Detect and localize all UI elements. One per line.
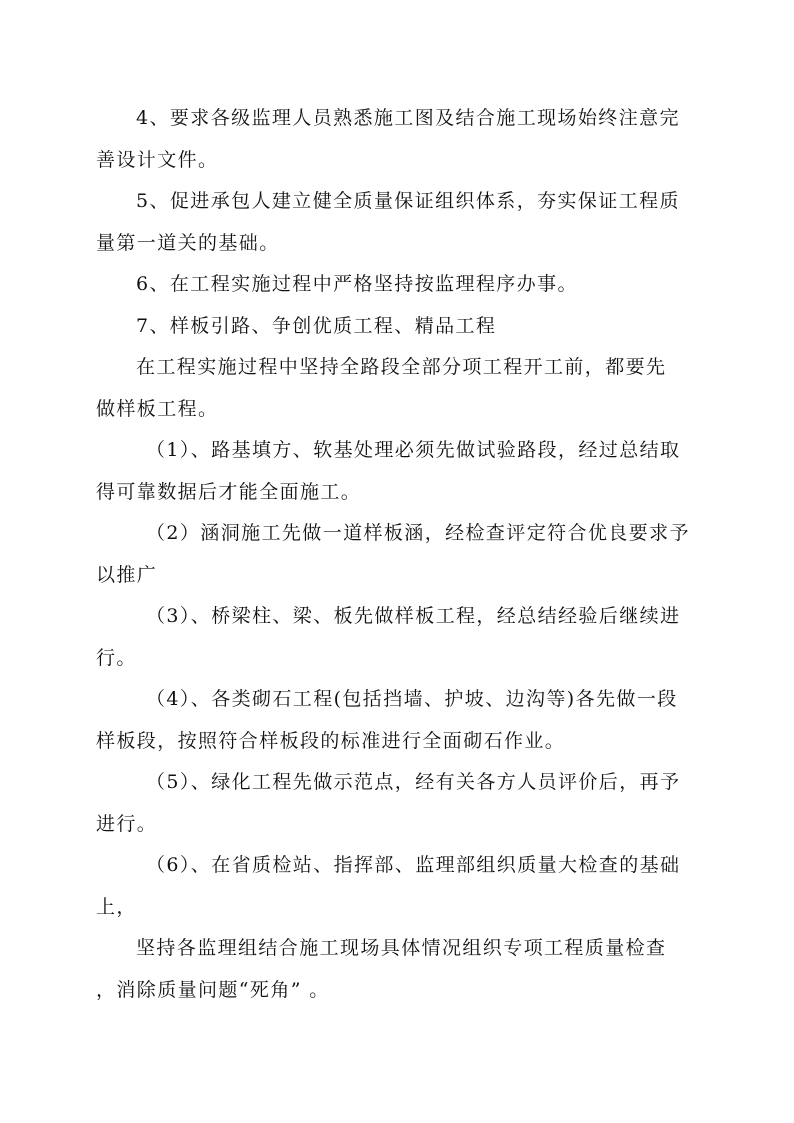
item-6-line-2: 上， bbox=[96, 896, 137, 918]
paragraph-4-line-1: 4、要求各级监理人员熟悉施工图及结合施工现场始终注意完 bbox=[136, 107, 680, 129]
paragraph-5-line-2: 量第一道关的基础。 bbox=[96, 232, 280, 254]
item-4-line-2: 样板段，按照符合样板段的标准进行全面砌石作业。 bbox=[96, 730, 566, 752]
item-5-line-2: 进行。 bbox=[96, 813, 158, 835]
item-5-line-1: （5）、绿化工程先做示范点，经有关各方人员评价后，再予 bbox=[146, 771, 681, 793]
item-2-line-2: 以推广 bbox=[96, 564, 158, 586]
paragraph-7-line-2: 做样板工程。 bbox=[96, 398, 219, 420]
item-4-line-1: （4）、各类砌石工程(包括挡墙、护坡、边沟等)各先做一段 bbox=[146, 688, 678, 710]
item-3-line-1: （3）、桥梁柱、梁、板先做样板工程，经总结经验后继续进 bbox=[146, 605, 681, 627]
closing-paragraph-line-2: ，消除质量问题“死角” 。 bbox=[96, 979, 330, 1001]
heading-7: 7、样板引路、争创优质工程、精品工程 bbox=[136, 315, 497, 337]
item-6-line-1: （6）、在省质检站、指挥部、监理部组织质量大检查的基础 bbox=[146, 854, 681, 876]
item-3-line-2: 行。 bbox=[96, 647, 137, 669]
paragraph-6: 6、在工程实施过程中严格坚持按监理程序办事。 bbox=[136, 273, 578, 295]
item-2-line-1: （2）涵洞施工先做一道样板涵，经检查评定符合优良要求予 bbox=[146, 522, 690, 544]
paragraph-7-line-1: 在工程实施过程中坚持全路段全部分项工程开工前，都要先 bbox=[136, 356, 667, 378]
closing-paragraph-line-1: 坚持各监理组结合施工现场具体情况组织专项工程质量检查 bbox=[136, 937, 667, 959]
paragraph-5-line-1: 5、促进承包人建立健全质量保证组织体系，夯实保证工程质 bbox=[136, 190, 680, 212]
paragraph-4-line-2: 善设计文件。 bbox=[96, 149, 219, 171]
item-1-line-2: 得可靠数据后才能全面施工。 bbox=[96, 481, 362, 503]
item-1-line-1: （1）、路基填方、软基处理必须先做试验路段，经过总结取 bbox=[146, 439, 681, 461]
